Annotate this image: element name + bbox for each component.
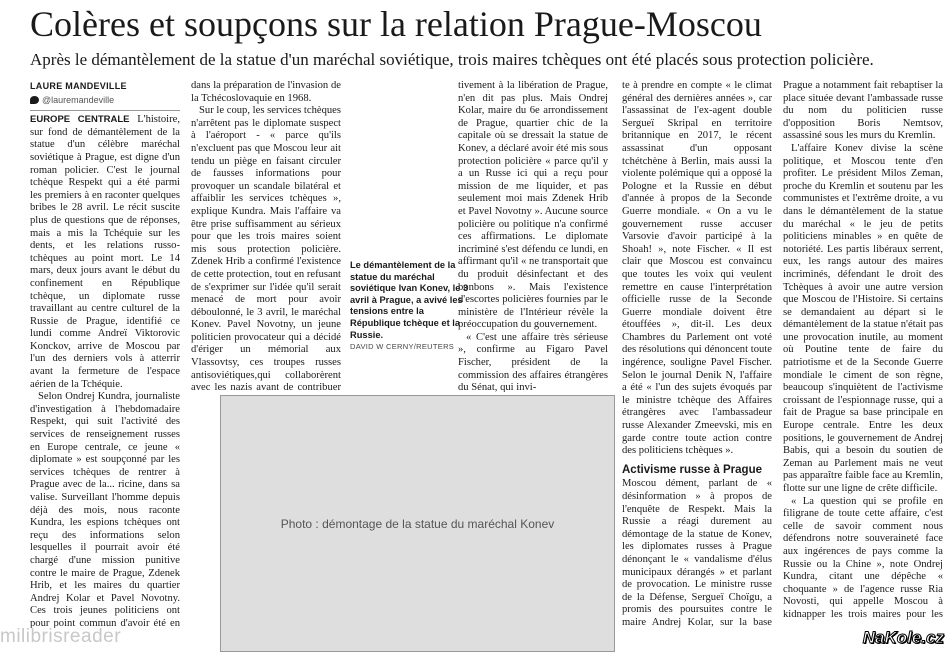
- column-4: [622, 80, 772, 628]
- column-3: [458, 80, 608, 392]
- twitter-handle-text: @lauremandeville: [42, 94, 115, 105]
- paragraph: tivement à la libération de Prague, n'en dit pas plus. Mais Ondrej Kolar, maire du 6e arrondissement de Prague, quartier chic de la capitale où se dressait la statue de Konev, a déclaré avoir été mis sous protection policière « parce qu'il y a un Russe ici qui a reçu pour mission de me liquider, et pas seulement moi mais Zdenek Hrib et Pavel Novotny ». Aucune source policière ou politique n'a confirmé ces affirmations. Le diplomate incriminé s'est défendu ce lundi, en affirmant qu'il « ne transportait que du produit désinfectant et des bonbons ». Mais l'existence d'escortes policières fournies par le ministère de l'Intérieur révèle la préoccupation du gouvernement.: [458, 80, 608, 331]
- nakole-watermark: NaKole.cz: [862, 628, 944, 647]
- photo-caption: [350, 260, 475, 353]
- column-2: [191, 80, 341, 392]
- paragraph: dans la préparation de l'invasion de la Tchécoslovaquie en 1968.: [191, 80, 341, 104]
- subhead: Après le démantèlement de la statue d'un maréchal soviétique, trois maires tchèques ont été placés sous protection policière.: [30, 50, 874, 69]
- headline: Colères et soupçons sur la relation Prague-Moscou: [30, 4, 762, 44]
- paragraph: te à prendre en compte « le climat général des dernières années », car l'assassinat de l'ex-agent double Sergueï Skripal en territoire britannique en 2017, le récent assassinat d'un opposant tchétchène à Berlin, mais aussi la violente polémique qui a opposé la Pologne et la Russie en début d'année à propos de la Seconde Guerre mondiale. « On a vu le gouvernement russe accuser Varsovie d'avoir participé à la Shoah! », note Fischer. « Il est clair que Moscou est convaincu que toutes les voix qui veulent remettre en cause l'interprétation officielle russe de la Seconde Guerre mondiale doivent être étouffées », dit-il. Les deux Chambres du Parlement ont voté des résolutions qui dénoncent toute ingérence, souligne Pavel Fischer. Selon le journal Denik N, l'affaire a été « l'un des sujets évoqués par le ministre tchèque des Affaires étrangères avec l'ambassadeur russe Alexander Zmeevski, mis en garde contre toute action contre des politiciens tchèques ».: [622, 80, 772, 457]
- column-1: [30, 80, 180, 628]
- twitter-handle[interactable]: [30, 94, 180, 112]
- paragraph: Prague a notamment fait rebaptiser la place située devant l'ambassade russe du nom du politicien russe d'opposition Boris Nemtsov, assassiné sous les murs du Kremlin.: [783, 80, 943, 142]
- paragraph: EUROPE CENTRALE L'histoire, sur fond de démantèlement de la statue d'un célèbre maréchal soviétique à Prague, est digne d'un roman policier. C'est le journal tchèque Respekt qui a été parmi les premiers à en raconter quelques bribes le 28 avril. Le récit suscite plus de questions que de réponses, mais a mis la Tchéquie sur les dents, et les relations russo-tchèques au point mort. Le 14 mars, deux jours avant le début du confinement en République tchèque, un diplomate russe travaillant au centre culturel de la Russie de Prague, identifié ce lundi comme Andreï Viktorovic Konckov, arrive de Moscou par l'un des derniers vols à atterrir avant la fermeture de l'espace aérien de la Tchéquie.: [30, 114, 180, 390]
- photo-label: Photo : démontage de la statue du maréchal Konev: [280, 516, 555, 531]
- milibris-watermark: milibrisreader: [0, 626, 122, 647]
- paragraph: L'affaire Konev divise la scène politique, et Moscou tente d'en profiter. Le président Milos Zeman, proche du Kremlin et soutenu par les communistes et l'extrême droite, a vu dans le démantèlement de la statue du maréchal « le jeu de petits politiciens minables » en quête de notoriété. Les partis libéraux serrent, eux, les rangs autour des maires incriminés, défendant le droit des Tchèques à avoir une autre version que Moscou de l'Histoire. Si certains se demandaient au départ si le démantèlement de la statue n'était pas une provocation inutile, au moment où Poutine tente de faire du patriotisme et de la Seconde Guerre mondiale le ciment de son règne, beaucoup s'inquiètent de l'activisme croissant de l'espionnage russe, qui a fait de Prague sa base principale en Europe centrale. Entre les deux positions, le gouvernement de Andrej Babis, qui a besoin du soutien de Zeman au Parlement mais ne veut pas apparaître faible face au Kremlin, flotte sur une ligne de crête difficile.: [783, 142, 943, 494]
- column-5: [783, 80, 943, 620]
- paragraph: Selon Ondrej Kundra, journaliste d'investigation à l'hebdomadaire Respekt, qui suit l'activité des services de renseignement russes en Europe centrale, ce jeune « diplomate » est soupçonné par les services tchèques de rentrer à Prague avec de la... ricine, dans sa valise. Surveillant l'homme depuis déjà des mois, nous raconte Kundra, les espions tchèques ont reçu des informations selon lesquelles il pourrait avoir été chargé d'une mission punitive contre le maire de Prague, Zdenek Hrib, et les maires du quartier Andrej Kolar et Pavel Novotny. Ces trois jeunes politiciens ont pour point commun d'avoir été en: [30, 391, 180, 628]
- paragraph: Sur le coup, les services tchèques n'arrêtent pas le diplomate suspect à l'aéroport - « parce qu'ils n'excluent pas que Moscou leur ait tendu un piège en faisant circuler de fausses informations pour provoquer un scandale bilatéral et affaiblir les services tchèques », explique Kundra. Mais l'affaire va être prise suffisamment au sérieux pour que les trois maires soient mis sous protection policière. Zdenek Hrib a confirmé l'existence de cette protection, tout en refusant de s'exprimer sur l'idée qu'il serait menacé de mort pour avoir déboulonné, le 3 avril, le maréchal Konev. Pavel Novotny, un jeune politicien provocateur qui a décidé d'ériger un mémorial aux Vlassovtsy, ces troupes russes antisoviétiques,qui collaborèrent avec les nazis avant de contribuer: [191, 105, 341, 392]
- kicker: EUROPE CENTRALE: [30, 114, 130, 126]
- byline: LAURE MANDEVILLE: [30, 81, 127, 91]
- section-title: Activisme russe à Prague: [622, 463, 762, 476]
- twitter-icon: [30, 96, 39, 104]
- paragraph: Moscou dément, parlant de « désinformation » à propos de l'enquête de Respekt. Mais la Russie a réagi durement au démontage de la statue de Konev, les diplomates russes à Prague dénonçant le « vandalisme d'élus municipaux dérangés » et parlant de provocation. Le ministre russe de la Défense, Sergueï Choïgu, a promis des poursuites contre le maire Andrej Kolar, sur la base: [622, 478, 772, 628]
- paragraph: « La question qui se profile en filigrane de toute cette affaire, c'est celle de savoir comment nous défendrons notre souveraineté face aux ingérences de pays comme la Russie ou la Chine », note Ondrej Kundra, citant une dépêche « choquante » de l'agence russe Ria Novosti, qui appelle Moscou à kidnapper les trois maires pour les: [783, 495, 943, 620]
- photo-credit: DAVID W CERNY/REUTERS: [350, 342, 455, 352]
- paragraph: « C'est une affaire très sérieuse », confirme au Figaro Pavel Fischer, président de la commission des affaires étrangères du Sénat, qui invi-: [458, 331, 608, 392]
- caption-text: Le démantèlement de la statue du maréchal soviétique Ivan Konev, le 3 avril à Prague, a avivé les tensions entre la République tchèque et la Russie.: [350, 260, 469, 340]
- statue-photo: [220, 395, 615, 652]
